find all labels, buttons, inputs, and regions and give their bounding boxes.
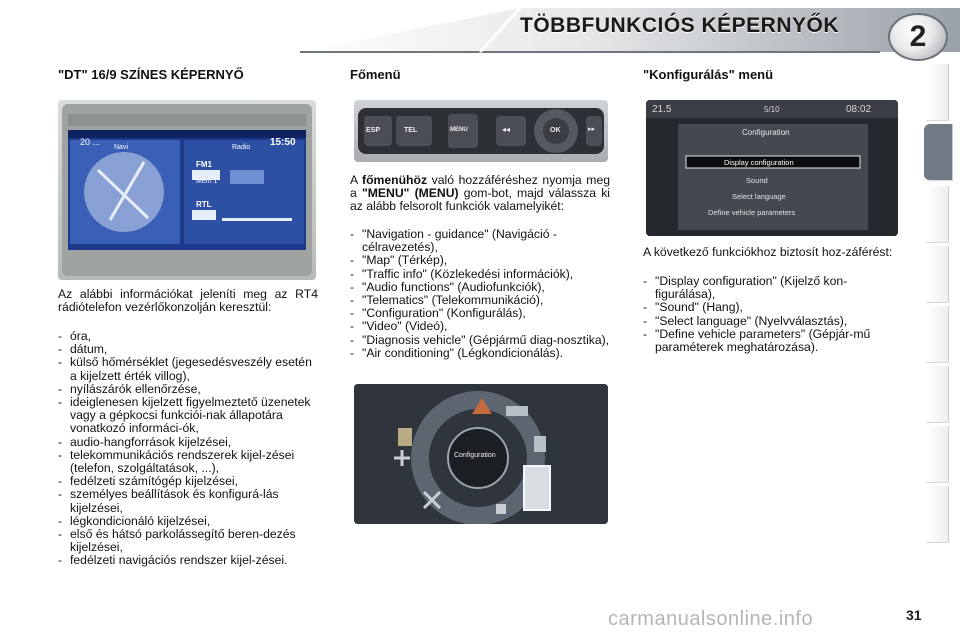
config-menu-item-vehicle[interactable]: Define vehicle parameters: [708, 208, 796, 217]
console-btn-tel[interactable]: TEL: [404, 127, 418, 134]
feature-list-item: - légkondicionáló kijelzései,: [58, 515, 320, 528]
config-screen-photo: [646, 100, 898, 236]
chapter-badge: 2: [888, 13, 948, 61]
side-tab[interactable]: [926, 366, 949, 423]
config-menu-title: Configuration: [742, 128, 790, 137]
dt-screen-illustration: [58, 100, 316, 280]
menu-console-illustration: [354, 100, 608, 162]
menu-list-item: - "Air conditioning" (Légkondicionálás).: [350, 347, 612, 360]
dt-right-line-3: RTL: [196, 200, 212, 209]
menu-button-label: "MENU" (MENU): [361, 186, 459, 201]
feature-list-item: - fedélzeti navigációs rendszer kijel-zései.: [58, 554, 320, 567]
left-heading: "DT" 16/9 SZÍNES KÉPERNYŐ: [58, 67, 244, 82]
middle-intro-part: való hozzáféréshez nyomja meg a: [350, 173, 610, 201]
dt-right-line-2: Mem 1: [196, 178, 218, 185]
dt-date-text: 20 ...: [80, 137, 101, 147]
feature-list-item: - fedélzeti számítógép kijelzései,: [58, 475, 320, 488]
side-tabs: [926, 64, 948, 574]
menu-list-item: - "Configuration" (Konfigurálás),: [350, 307, 612, 320]
config-menu-item-sound[interactable]: Sound: [746, 176, 768, 185]
feature-list-item: - telekommunikációs rendszerek kijel-zései (telefon, szolgáltatások, ...),: [58, 449, 320, 475]
feature-list-item: - külső hőmérséklet (jegesedésveszély esetén a kijelzett érték villog),: [58, 356, 320, 382]
middle-intro-bold: főmenühöz: [362, 173, 428, 187]
config-top-left: 21.5: [652, 104, 672, 115]
page-number: 31: [906, 607, 922, 623]
dt-right-panel-title: Radio: [232, 144, 251, 151]
config-top-center: 5/10: [764, 105, 780, 114]
menu-console-photo: [354, 100, 608, 162]
main-menu-list: [350, 228, 612, 360]
menu-list-item: - "Video" (Videó),: [350, 320, 612, 333]
menu-list-item: - "Navigation - guidance" (Navigáció - célravezetés),: [350, 228, 612, 254]
middle-intro-part: A: [350, 173, 363, 187]
wheel-center-label: Configuration: [454, 452, 496, 459]
menu-list-item: - "Telematics" (Telekommunikáció),: [350, 294, 612, 307]
console-btn-menu[interactable]: MENU: [450, 127, 468, 133]
middle-intro-part: gom-bot, majd válassza ki az alább felsorolt funkciók valamelyikét:: [350, 186, 610, 214]
config-list-item: - "Select language" (Nyelvválasztás),: [643, 315, 905, 328]
side-tab[interactable]: [926, 64, 949, 121]
menu-list-item: - "Diagnosis vehicle" (Gépjármű diag-nosztika),: [350, 334, 612, 347]
side-tab-active[interactable]: [924, 124, 953, 181]
menu-list-item: - "Audio functions" (Audiofunkciók),: [350, 281, 612, 294]
console-btn-next[interactable]: ▸▸: [588, 126, 596, 133]
console-btn-prev[interactable]: ◂◂: [502, 125, 511, 134]
left-feature-list: [58, 330, 320, 568]
side-tab[interactable]: [926, 186, 949, 243]
config-menu-item-display[interactable]: Display configuration: [724, 158, 794, 167]
right-intro: A következő funkciókhoz biztosít hoz-záférést:: [643, 245, 893, 259]
console-btn-esp[interactable]: ESP: [366, 127, 381, 134]
middle-heading: Főmenü: [350, 67, 401, 82]
side-tab[interactable]: [926, 306, 949, 363]
config-list-item: - "Sound" (Hang),: [643, 301, 905, 314]
dt-left-panel-title: Navi: [114, 144, 129, 151]
feature-list-item: - személyes beállítások és konfigurá-lás kijelzései,: [58, 488, 320, 514]
right-heading: "Konfigurálás" menü: [643, 67, 774, 82]
feature-list-item: - nyílászárók ellenőrzése,: [58, 383, 320, 396]
menu-list-item: - "Map" (Térkép),: [350, 254, 612, 267]
feature-list-item: - audio-hangforrások kijelzései,: [58, 436, 320, 449]
feature-list-item: - óra,: [58, 330, 320, 343]
config-list-item: - "Display configuration" (Kijelző kon-figurálása),: [643, 275, 905, 301]
side-tab[interactable]: [926, 246, 949, 303]
page-title: TÖBBFUNKCIÓS KÉPERNYŐK: [520, 14, 840, 37]
feature-list-item: - dátum,: [58, 343, 320, 356]
menu-list-item: - "Traffic info" (Közlekedési információk),: [350, 268, 612, 281]
side-tab[interactable]: [926, 426, 949, 483]
middle-intro: [350, 174, 610, 214]
dt-screen-photo: [58, 100, 316, 280]
feature-list-item: - ideiglenesen kijelzett figyelmeztető üzenetek vagy a gépkocsi funkciói-nak állapotára vonatkozó informáci-ók,: [58, 396, 320, 436]
dt-time-text: 15:50: [270, 137, 296, 148]
menu-wheel-photo: [354, 384, 608, 524]
console-btn-ok[interactable]: OK: [550, 127, 561, 134]
dt-right-line-1: FM1: [196, 160, 212, 169]
feature-list-item: - első és hátsó parkolássegítő beren-dezés kijelzései,: [58, 528, 320, 554]
side-tab[interactable]: [926, 486, 949, 543]
config-top-right: 08:02: [846, 104, 872, 115]
config-menu-list: [643, 275, 905, 354]
config-menu-item-language[interactable]: Select language: [732, 192, 786, 201]
watermark: carmanualsonline.info: [608, 608, 814, 630]
left-intro: Az alábbi információkat jeleníti meg az RT4 rádiótelefon vezérlőkonzolján keresztül:: [58, 287, 318, 315]
config-list-item: - "Define vehicle parameters" (Gépjár-mű paraméterek meghatározása).: [643, 328, 905, 354]
